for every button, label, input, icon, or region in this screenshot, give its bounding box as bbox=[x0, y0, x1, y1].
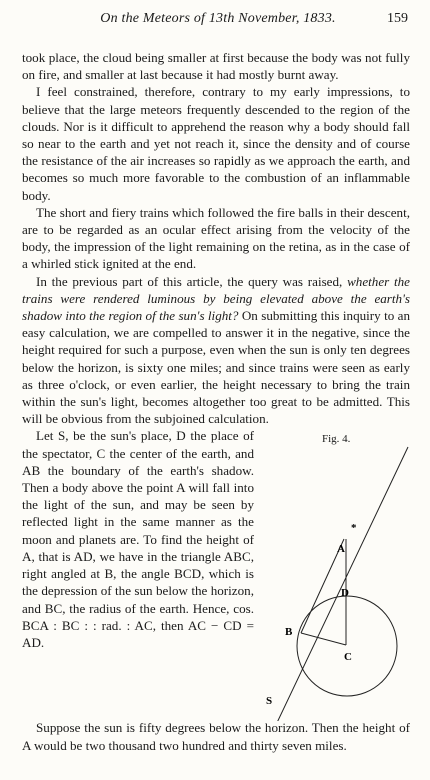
paragraph-5: Let S, be the sun's place, D the place of the spectator, C the center of the earth, and AB the boundary of the earth's shadow. Then a body above the point A will fall into the light of the sun, and may be seen by reflected light in the same manner as the moon and planets are. To find the height of A, that is AD, we have in the triangle ABC, right angled at B, the angle BCD, which is the depression of the sun below the horizon, and BC, the radius of the earth. Hence, cos. BCA : BC : : rad. : AC, then AC − CD = AD. bbox=[22, 428, 254, 650]
page-header bbox=[58, 11, 408, 29]
shadow-boundary-line bbox=[274, 447, 408, 721]
paragraph-3: The short and fiery trains which followed the fire balls in their descent, are to be regarded as an ocular effect arising from the velocity of the body, the impression of the light remaining on the retina, as in the case of a whirled stick ignited at the end. bbox=[22, 204, 410, 272]
label-d: D bbox=[341, 587, 349, 600]
query-italic: whether the trains were rendered luminous by being elevated above the earth's shadow into the region of the sun's light? bbox=[22, 273, 410, 324]
running-head: On the Meteors of 13th November, 1833. bbox=[100, 11, 336, 26]
paragraph-1: took place, the cloud being smaller at first because the body was not fully on fire, and smaller at last because it had mostly burnt away. bbox=[22, 50, 410, 83]
radius-bc bbox=[301, 633, 346, 645]
geometry-diagram bbox=[266, 431, 410, 721]
paragraph-2: I feel constrained, therefore, contrary to my early impressions, to believe that the large meteors frequently descended to the region of the clouds. Nor is it difficult to apprehend the reason why a body should fall so near to the earth and yet not reach it, since the density and of course the resistance of the air increases so rapidly as we approach the earth, and becomes so much more favorable to the combustion of an inflammable body. bbox=[22, 84, 410, 203]
figure-label: Fig. 4. bbox=[322, 433, 351, 446]
paragraph-4-end: On submitting this inquiry to an easy calculation, we are compelled to answer it in the negative, since the height required for such a purpose, even when the sun is only ten degrees below the horizon, is sixty one miles; and since trains were seen as early as three o'clock, or even earlier, the height necessary to bring the train within the sun's light, becomes altogether too great to be admitted. This will be obvious from the subjoined calculation. bbox=[22, 308, 410, 427]
earth-circle bbox=[297, 596, 397, 696]
label-c: C bbox=[344, 651, 352, 664]
label-b: B bbox=[285, 626, 293, 639]
label-s: S bbox=[266, 695, 273, 708]
star-mark: * bbox=[351, 522, 357, 535]
body-text bbox=[22, 49, 410, 754]
paragraph-6: Suppose the sun is fifty degrees below the horizon. Then the height of A would be two thousand two hundred and thirty seven miles. bbox=[22, 720, 410, 753]
page-number: 159 bbox=[387, 11, 408, 26]
label-a: A bbox=[337, 543, 345, 556]
figure-4 bbox=[266, 431, 410, 721]
paragraph-4 bbox=[22, 273, 410, 428]
figure-paragraph-block bbox=[22, 427, 410, 719]
paragraph-4-start: In the previous part of this article, the query was raised, bbox=[36, 273, 348, 289]
